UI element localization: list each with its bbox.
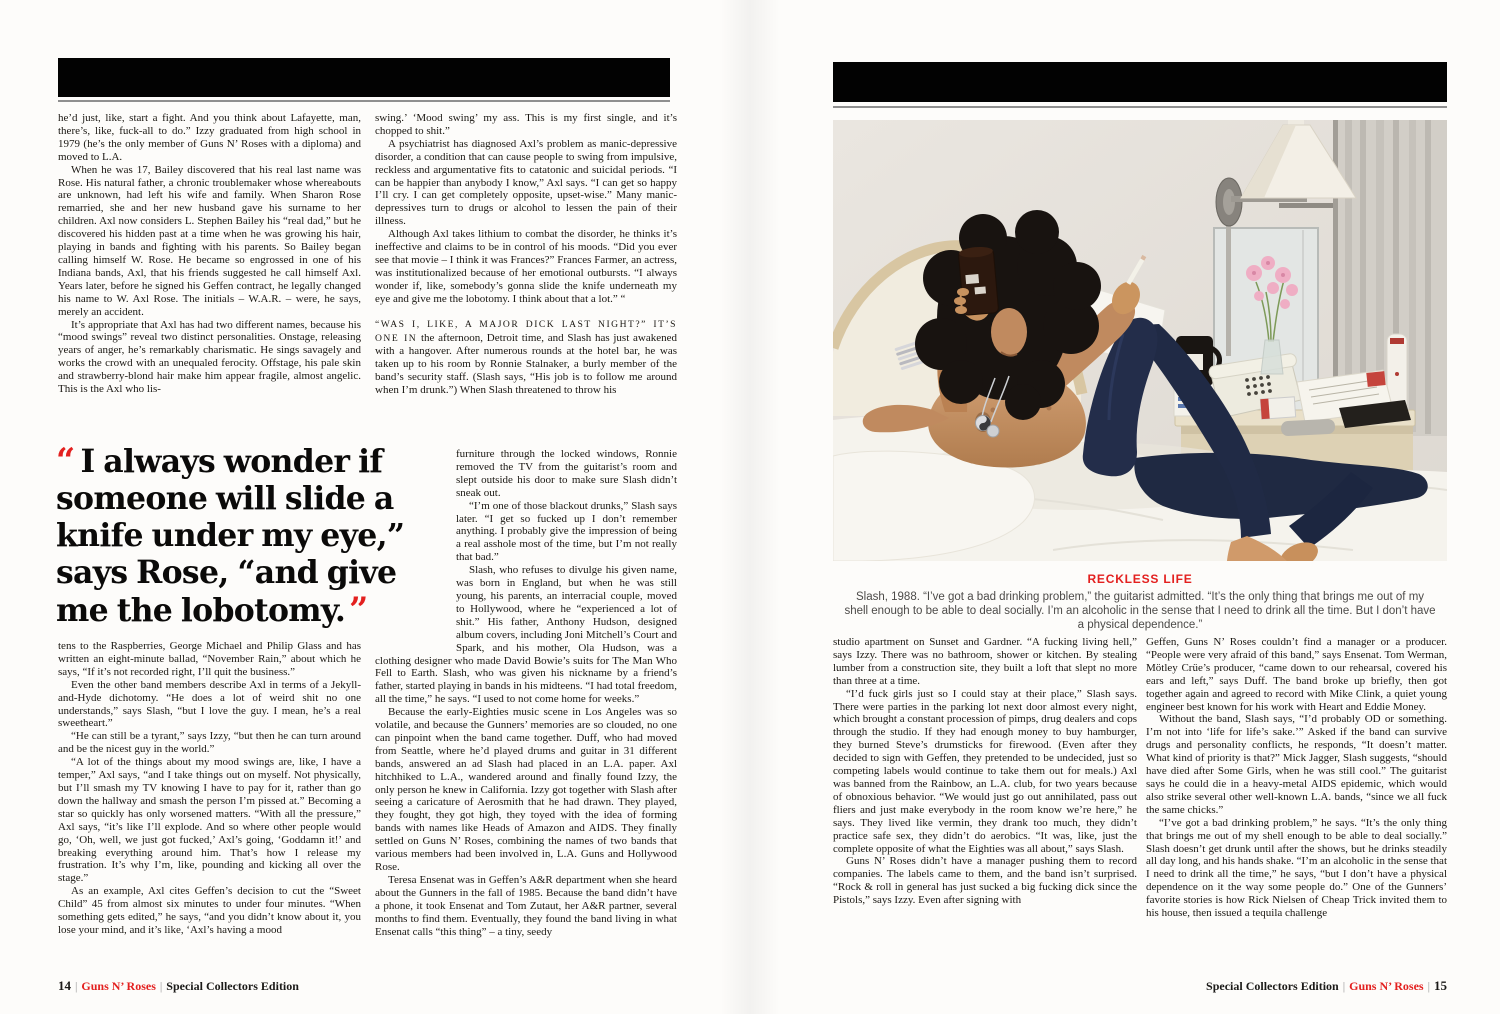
paragraph: “He can still be a tyrant,” says Izzy, “but then he can turn around and be the nicest guy in the world.”: [58, 730, 361, 756]
right-headline-bar: [833, 62, 1447, 102]
caption-kicker: RECKLESS LIFE: [1087, 572, 1193, 586]
paragraph: tens to the Raspberries, George Michael and Philip Glass and has written an eight-minute ballad, “November Rain,” about which he says, “If it’s not recorded right, I’ll quit the business.”: [58, 640, 361, 678]
paragraph: It’s appropriate that Axl has had two different names, because his “mood swings” reveal two distinct personalities. Onstage, releasing years of anger, he’s remarkably charismatic. He sings savagely and works the crowd with an unequaled ferocity. Offstage, his pale skin and strawberry-blond hair make him appear fragile, almost angelic. This is the Axl who lis-: [58, 318, 361, 396]
footer-separator: |: [159, 979, 163, 993]
paragraph: Slash, who refuses to divulge his given name, was born in England, but when he was still young, his parents, an interracial couple, moved to Hollywood, where he “experienced a lot of shit.” His father, Anthony Hudson, designed album covers, including Joni Mitchell’s Court and Spark, and his mother, Ola Hudson, was a clothing designer who made David Bowie’s suits for The Man Who Fell to Earth. Slash, who was given his nickname by a friend’s father, started playing in bands in his midteens. “I had total freedom, all the time,” he says. “I used to not come home for weeks.”: [375, 564, 677, 706]
face: [991, 308, 1027, 356]
paragraph: studio apartment on Sunset and Gardner. “A fucking living hell,” says Izzy. There was no bathroom, shower or kitchen. By stealing lumber from a construction site, they built a loft that slept no more than three at a time.: [833, 636, 1137, 687]
left-headline-bar: [58, 58, 670, 97]
left-footer-brand: Guns N’ Roses: [81, 979, 156, 993]
left-col1-top-paragraphs: [58, 112, 361, 396]
paragraph: Even the other band members describe Axl in terms of a Jekyll-and-Hyde dichotomy. “He does a lot of weird shit no one understands,” says Slash, “but I love the guy. I mean, he’s a real sweetheart.”: [58, 678, 361, 730]
paragraph: Without the band, Slash says, “I’d probably OD or something. I’m not into ‘life for life’s sake.’” Asked if the band can survive drugs and personality conflicts, he responds, “It doesn’t matter. What kind of priority is that?” Mick Jagger, Slash suggests, “should have died after Some Girls, when he was still cool.” The guitarist says he could die in a heavy-metal AIDS epidemic, which would also strike several other well-known L.A. bands, “since we all fuck the same chicks.”: [1146, 713, 1447, 816]
pull-quote-close-mark: ”: [349, 590, 368, 629]
right-page-footer: [1206, 978, 1447, 994]
section-opener-smallcaps: “WAS I, LIKE, A MAJOR DICK LAST NIGHT?” IT’S ONE IN: [375, 318, 677, 344]
paragraph: Although Axl takes lithium to combat the disorder, he thinks it’s ineffective and claims to be in control of his moods. “Did you ever see that movie – I think it was Frances?” Frances Farmer, an actress, was institutionalized because of her emotional outbursts. “I always wonder if, like, somebody’s gonna slide the knife underneath my eye and give me the lobotomy. I think about that a lot.” “: [375, 228, 677, 305]
footer-separator: |: [1342, 979, 1346, 993]
right-headline-rule: [833, 106, 1447, 108]
paragraph: “I’d fuck girls just so I could stay at their place,” Slash says. There were parties in the parking lot next door almost every night, which brought a constant procession of pimps, drug dealers and cops through the studio. If they had enough money to buy hamburger, they burned Steve’s drumsticks for firewood. (Even after they decided to sign with Geffen, they pretended to be undecided, just so competing labels would continue to take them out for meals.) Axl was banned from the Rainbow, an L.A. club, for two years because of obnoxious behavior. “We would just go out annihilated, pass out fliers and just make everybody in the room know we’re here,” he says. They lived like vermin, they drank too much, they didn’t practice safe sex, they didn’t do aerobics. “It was, like, just the complete opposite of what the Eighties was all about,” says Slash.: [833, 687, 1137, 855]
paragraph: “I’ve got a bad drinking problem,” he says. “It’s the only thing that brings me out of my shell enough to be able to deal socially.” Slash doesn’t get drunk until after the shows, but he drinks steadily all day long, and his hands shake. “I’m an alcoholic in the sense that I need to drink all the time,” he says, “but I don’t have a physical dependence on it the way some people do.” One of the Gunners’ favorite stories is how Rick Nielsen of Cheap Trick invited them to his house, then issued a tequila challenge: [1146, 816, 1447, 920]
right-page-number: 15: [1434, 978, 1447, 993]
left-page-number: 14: [58, 978, 71, 993]
right-col1: [833, 636, 1137, 980]
left-col1-bottom-paragraphs: [58, 640, 361, 937]
pull-quote-text: I always wonder if someone will slide a knife under my eye,” says Rose, “and give me the lobotomy.: [56, 443, 405, 629]
paragraph: he’d just, like, start a fight. And you think about Lafayette, man, there’s, like, fuck-all to do.” Izzy graduated from high school in 1979 (he’s the only member of Guns N’ Roses with a diploma) and moved to L.A.: [58, 112, 361, 163]
left-page-footer: [58, 978, 299, 994]
right-footer-brand: Guns N’ Roses: [1349, 979, 1424, 993]
left-headline-rule: [58, 100, 670, 102]
pull-quote-open-mark: “: [56, 441, 75, 480]
paragraph: Guns N’ Roses didn’t have a manager pushing them to record companies. The labels came to them, and the band isn’t surprised. “Rock & roll in general has just sucked a big fucking dick since the Pistols,” says Izzy. Even after signing with: [833, 855, 1137, 907]
metal-flask: [1281, 419, 1336, 437]
right-col2: [1146, 636, 1447, 980]
footer-separator: |: [1427, 979, 1430, 993]
paragraph: A psychiatrist has diagnosed Axl’s problem as manic-depressive disorder, a condition that can cause people to swing from impulsive, reckless and argumentative fits to catatonic and suicidal periods. “I can be happier than anybody I know,” Axl says. “I can get so happy I’ll cry. I can get completely opposite, upset-wise.” Many manic-depressives turn to drugs or alcohol to lessen the pain of their illness.: [375, 137, 677, 228]
left-col2-lower: [375, 448, 677, 980]
left-col2-upper: [375, 112, 677, 397]
footer-separator: |: [75, 979, 78, 993]
caption-text: Slash, 1988. “I’ve got a bad drinking problem,” the guitarist admitted. “It’s the only thing that brings me out of my shell enough to be able to deal socially. I’m an alcoholic in the sense that I need to drink all the time. But I don’t have a physical dependence.”: [844, 591, 1436, 631]
photo-slash-hotel-bed: [833, 120, 1447, 561]
right-footer-edition: Special Collectors Edition: [1206, 979, 1339, 993]
photo-illustration: [833, 120, 1447, 561]
paragraph: Because the early-Eighties music scene in Los Angeles was so volatile, and because the Gunners’ memories are so clouded, no one can pinpoint when the band came together. Duff, who had moved from Seattle, where he’d played drums and guitar in 31 different bands, answered an ad Slash had placed in an L.A. paper. Axl hitchhiked to L.A., wandered around and finally found Izzy, the only person he knew in California. Izzy got together with Slash after seeing a caricature of Aerosmith that he had drawn. They played, they fought, they got high, they toyed with the idea of forming bands with names like Heads of Amazon and AIDS. They finally settled on Guns N’ Roses, combining the names of two bands that various members had been involved in, L.A. Guns and Hollywood Rose.: [375, 706, 677, 873]
paragraph: “I’m one of those blackout drunks,” Slash says later. “I get so fucked up I don’t remember anything. I probably give the impression of being a real asshole most of the time, but I’m not really that bad.”: [456, 499, 677, 564]
paragraph: furniture through the locked windows, Ronnie removed the TV from the guitarist’s room and slept outside his door to make sure Slash didn’t sneak out.: [456, 448, 677, 499]
paragraph: Geffen, Guns N’ Roses couldn’t find a manager or a producer. “People were very afraid of this band,” says Ensenat. Tom Werman, Mötley Crüe’s producer, “came down to our rehearsal, covered his ears and left,” says Duff. The band broke up briefly, then got together again and agreed to record with Mike Clink, a quiet young engineer best known for his work with Heart and Eddie Money.: [1146, 636, 1447, 713]
drinking-glass: [958, 246, 999, 316]
right-col1-paragraphs: [833, 636, 1137, 907]
left-col1-bottom: [58, 640, 361, 937]
paragraph: When he was 17, Bailey discovered that his real last name was Rose. His natural father, a chronic troublemaker whose whereabouts are unknown, had left his wife and family. When Sharon Rose remarried, she and her new husband gave his surname to her children. Axl now considers L. Stephen Bailey his “real dad,” but he discovered his hidden past at a time when he was growing his hair, playing in bands and fighting with his parents. So Bailey began calling himself W. Rose. He became so engrossed in one of his Indiana bands, Axl, that his friends suggested he call himself Axl. Years later, before he signed his Geffen contract, he legally changed his name to W. Axl Rose. The initials – W.A.R. – were, he says, merely an accident.: [58, 163, 361, 318]
left-footer-edition: Special Collectors Edition: [166, 979, 299, 993]
left-col1-top: [58, 112, 361, 396]
left-col2-upper-paragraphs: [375, 112, 677, 306]
paragraph: “A lot of the things about my mood swings are, like, I have a temper,” Axl says, “and I take things out on myself. Not physically, but I’ll smash my TV knowing I have to pay for it, rather than go down the hallway and smash the person I’m pissed at.” Becoming a star so quickly has only worsened matters. “With all the pressure,” Axl says, “it’s like I’ll explode. And so where other people would go, ‘Oh, well, we just got fucked,’ Axl’s going, ‘Goddamn it!’ and breaking everything around him. That’s how I release my frustration. It’s why I’m, like, pounding and kicking all over the stage.”: [58, 756, 361, 885]
right-col2-paragraphs: [1146, 636, 1447, 920]
section-opener-rest: the afternoon, Detroit time, and Slash has just awakened with a hangover. After numerous rounds at the hotel bar, he was taken up to his room by Ronnie Stalnaker, a burly member of the band’s security staff. (Slash says, “His job is to follow me around when I’m drunk.”) When Slash threatened to throw his: [375, 331, 677, 397]
paragraph: swing.’ ‘Mood swing’ my ass. This is my first single, and it’s chopped to shit.”: [375, 112, 677, 137]
paragraph: Teresa Ensenat was in Geffen’s A&R department when she heard about the Gunners in the fall of 1985. Because the band didn’t have a phone, it took Ensenat and Tom Zutaut, her A&R partner, several months to find them. Eventually, they found the band living in what Ensenat calls “this thing” – a tiny, seedy: [375, 873, 677, 938]
pullquote-wrap-spacer: [375, 448, 456, 652]
page-gutter-shadow: [720, 0, 780, 1014]
photo-caption: [840, 572, 1440, 632]
paragraph: As an example, Axl cites Geffen’s decision to cut the “Sweet Child” 45 from almost six minutes to under four minutes. “When something gets edited,” he says, “and you didn’t know about it, you lose your mind, and it’s like, ‘Axl’s having a mood: [58, 885, 361, 936]
section-opener-paragraph: [375, 318, 677, 397]
